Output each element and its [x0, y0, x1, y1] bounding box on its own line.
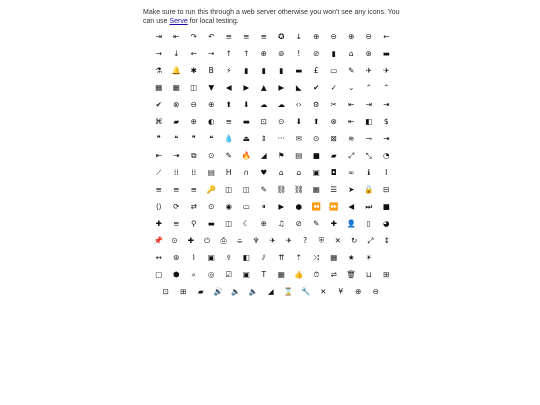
glyph-icon: 🔔: [171, 65, 181, 75]
icon-row: [150, 45, 395, 62]
glyph-icon: ⚲: [191, 218, 197, 228]
glyph-icon: ⇥: [383, 133, 390, 143]
serve-link[interactable]: Serve: [169, 18, 188, 25]
glyph-icon: 🔊: [213, 286, 223, 296]
glyph-icon: ⌯: [236, 235, 243, 245]
glyph-icon: ⊙: [208, 201, 215, 211]
glyph-icon: ✎: [225, 150, 232, 160]
glyph-icon: ⌕: [191, 269, 196, 279]
glyph-icon: ✈: [383, 65, 390, 75]
glyph-icon: ▬: [382, 48, 390, 58]
glyph-icon: ⚗: [155, 65, 163, 75]
intro-line-1: Make sure to run this through a web server otherwise you won't see any icons. You: [143, 9, 400, 16]
glyph-icon: ≡: [173, 184, 180, 194]
glyph-icon: ✱: [190, 65, 197, 75]
icon-row: [150, 198, 395, 215]
glyph-icon: ↑: [243, 48, 250, 58]
glyph-icon: ◫: [242, 184, 250, 194]
glyph-icon: ‹›: [295, 99, 302, 109]
glyph-icon: ≡: [225, 116, 232, 126]
glyph-icon: ⟋: [156, 167, 162, 177]
glyph-icon: ●: [295, 201, 303, 211]
glyph-icon: ⊡: [260, 116, 267, 126]
glyph-icon: ⎙: [220, 235, 227, 245]
glyph-icon: ✔: [313, 82, 320, 92]
glyph-icon: ↶: [208, 31, 215, 41]
glyph-icon: ❝: [209, 133, 214, 143]
glyph-icon: B: [208, 65, 214, 75]
glyph-icon: ▮: [261, 65, 266, 75]
glyph-icon: ⌂: [278, 167, 284, 177]
glyph-icon: ⊘: [295, 218, 302, 228]
icon-row: [150, 147, 395, 164]
glyph-icon: ❝: [174, 133, 179, 143]
glyph-icon: ✉: [295, 133, 302, 143]
glyph-icon: ✓: [330, 82, 337, 92]
glyph-icon: ⚙: [312, 99, 320, 109]
glyph-icon: ▤: [207, 167, 215, 177]
glyph-icon: ☑: [225, 269, 233, 279]
glyph-icon: ⊛: [173, 252, 180, 262]
glyph-icon: ▭: [242, 201, 250, 211]
glyph-icon: ⊙: [278, 116, 285, 126]
glyph-icon: ?: [303, 235, 308, 245]
glyph-icon: ⊡: [162, 286, 169, 296]
glyph-icon: ▮: [279, 65, 284, 75]
glyph-icon: →: [155, 48, 162, 58]
glyph-icon: ←: [383, 31, 390, 41]
glyph-icon: ↑: [225, 48, 232, 58]
intro-text: [143, 8, 403, 26]
glyph-icon: 📌: [153, 235, 163, 245]
glyph-icon: ←: [190, 48, 197, 58]
glyph-icon: ◀: [348, 201, 355, 211]
glyph-icon: ✚: [155, 218, 162, 228]
glyph-icon: →: [208, 48, 215, 58]
glyph-icon: ▬: [295, 65, 303, 75]
glyph-icon: ◢: [260, 150, 267, 160]
icon-row: [150, 79, 395, 96]
glyph-icon: ⊸: [365, 133, 372, 143]
icon-row: [150, 266, 395, 283]
glyph-icon: 👍: [294, 269, 304, 279]
glyph-icon: ◢: [267, 286, 274, 296]
glyph-icon: ▲: [260, 82, 267, 92]
glyph-icon: 🔧: [301, 286, 311, 296]
glyph-icon: ⊕: [313, 31, 320, 41]
glyph-icon: ◧: [365, 116, 373, 126]
glyph-icon: ✪: [278, 31, 285, 41]
glyph-icon: ⏻: [204, 235, 211, 245]
glyph-icon: ☰: [330, 184, 338, 194]
glyph-icon: ▣: [242, 269, 250, 279]
glyph-icon: ⊟: [383, 184, 390, 194]
glyph-icon: ⤢: [367, 235, 374, 245]
glyph-icon: ❞: [156, 133, 161, 143]
glyph-icon: ⟨⟩: [155, 201, 162, 211]
glyph-icon: ⇌: [330, 269, 337, 279]
glyph-icon: ⌛: [283, 286, 293, 296]
glyph-icon: ▦: [155, 82, 163, 92]
glyph-icon: ➤: [348, 184, 355, 194]
glyph-icon: ✕: [334, 235, 341, 245]
glyph-icon: ⧉: [191, 150, 197, 160]
glyph-icon: ◉: [225, 201, 233, 211]
glyph-icon: ▦: [330, 252, 338, 262]
glyph-icon: ↻: [350, 235, 358, 245]
glyph-icon: ⊘: [313, 48, 320, 58]
glyph-icon: ▮: [244, 65, 249, 75]
glyph-icon: ⊕: [190, 116, 197, 126]
glyph-icon: ⊛: [365, 48, 372, 58]
glyph-icon: ≡: [225, 31, 232, 41]
glyph-icon: ▶: [278, 201, 285, 211]
glyph-icon: 🗑: [346, 269, 357, 279]
glyph-icon: ⊖: [372, 286, 379, 296]
glyph-icon: ▬: [207, 218, 215, 228]
glyph-icon: ⛓: [276, 184, 287, 194]
icon-row: [150, 62, 395, 79]
glyph-icon: ▣: [207, 252, 215, 262]
glyph-icon: ⊕: [208, 99, 215, 109]
glyph-icon: ♥: [260, 167, 268, 177]
glyph-icon: ▶: [278, 82, 285, 92]
glyph-icon: ⊕: [348, 31, 355, 41]
glyph-icon: ⬆: [313, 116, 320, 126]
glyph-icon: T: [261, 269, 267, 279]
glyph-icon: ⊠: [330, 133, 337, 143]
glyph-icon: ✚: [330, 218, 337, 228]
glyph-icon: ✎: [313, 218, 320, 228]
glyph-icon: ⏩: [329, 201, 339, 211]
icon-row: [150, 113, 395, 130]
glyph-icon: ▦: [312, 184, 320, 194]
glyph-icon: ▣: [312, 167, 320, 177]
glyph-icon: ⇥: [155, 31, 162, 41]
icon-row: [150, 130, 395, 147]
glyph-icon: ▰: [197, 286, 204, 296]
glyph-icon: ⌂: [348, 48, 354, 58]
glyph-icon: 🔒: [364, 184, 374, 194]
glyph-icon: 🔑: [206, 184, 216, 194]
glyph-icon: ⊕: [260, 48, 267, 58]
glyph-icon: ⊞: [383, 269, 390, 279]
glyph-icon: ✎: [348, 65, 355, 75]
intro-suffix: for local testing.: [187, 18, 239, 25]
glyph-icon: ⁞⁞: [173, 167, 179, 177]
glyph-icon: ☀: [365, 252, 373, 262]
glyph-icon: ▭: [330, 65, 338, 75]
icon-row: [150, 164, 395, 181]
glyph-icon: ⬇: [295, 116, 302, 126]
glyph-icon: ◫: [190, 82, 198, 92]
icon-row: [150, 232, 395, 249]
glyph-icon: £: [313, 65, 319, 75]
glyph-icon: ⇥: [365, 99, 372, 109]
glyph-icon: 👤: [346, 218, 356, 228]
glyph-icon: 🔥: [241, 150, 251, 160]
glyph-icon: ⌂: [296, 167, 302, 177]
glyph-icon: ⊗: [173, 99, 180, 109]
glyph-icon: ⇤: [348, 99, 355, 109]
glyph-icon: ▮: [331, 48, 336, 58]
glyph-icon: ⇪: [225, 252, 232, 262]
icon-row: [150, 249, 395, 266]
glyph-icon: ⇥: [173, 150, 180, 160]
glyph-icon: ■: [312, 150, 320, 160]
glyph-icon: ⏱: [313, 269, 320, 279]
glyph-icon: ≡: [173, 218, 180, 228]
glyph-icon: ⊖: [190, 99, 197, 109]
glyph-icon: ℹ: [367, 167, 371, 177]
glyph-icon: ⊞: [180, 286, 187, 296]
glyph-icon: ⛓: [293, 184, 304, 194]
glyph-icon: ⌘: [155, 116, 163, 126]
glyph-icon: ▦: [277, 269, 285, 279]
glyph-icon: ⬢: [172, 269, 180, 279]
icon-grid: [150, 28, 395, 300]
glyph-icon: ⌄: [348, 82, 355, 92]
glyph-icon: ✂: [330, 99, 337, 109]
glyph-icon: H: [225, 167, 232, 177]
glyph-icon: ▬: [242, 116, 250, 126]
glyph-icon: ▶: [243, 82, 250, 92]
glyph-icon: ✈: [365, 65, 372, 75]
glyph-icon: ↔: [155, 252, 162, 262]
glyph-icon: ✎: [260, 184, 267, 194]
glyph-icon: ✚: [187, 235, 194, 245]
glyph-icon: ◫: [225, 218, 233, 228]
glyph-icon: ⛨: [318, 235, 325, 245]
glyph-icon: ✕: [320, 286, 327, 296]
glyph-icon: ⤨: [313, 252, 320, 262]
glyph-icon: ⇥: [383, 99, 390, 109]
glyph-icon: ⫽: [262, 252, 266, 262]
glyph-icon: ⇤: [173, 31, 180, 41]
glyph-icon: ⊙: [171, 235, 178, 245]
glyph-icon: ⌃: [383, 82, 390, 92]
glyph-icon: ▼: [208, 82, 215, 92]
glyph-icon: ∩: [243, 167, 249, 177]
glyph-icon: ≡: [260, 31, 267, 41]
glyph-icon: ⊙: [313, 133, 320, 143]
glyph-icon: ∞: [348, 167, 355, 177]
glyph-icon: ⇈: [278, 252, 285, 262]
glyph-icon: ↕: [383, 235, 390, 245]
glyph-icon: I: [385, 167, 388, 177]
glyph-icon: ↓: [173, 48, 180, 58]
glyph-icon: ⌃: [365, 82, 372, 92]
glyph-icon: ⇤: [155, 150, 162, 160]
glyph-icon: ▢: [155, 269, 163, 279]
glyph-icon: ≡: [243, 31, 250, 41]
glyph-icon: ◎: [207, 269, 215, 279]
icon-row: [150, 96, 395, 113]
icon-row: [150, 181, 395, 198]
glyph-icon: ⊖: [365, 31, 372, 41]
glyph-icon: ☁: [260, 99, 268, 109]
glyph-icon: ☁: [277, 99, 285, 109]
glyph-icon: !: [297, 48, 301, 58]
glyph-icon: ⇕: [260, 133, 267, 143]
glyph-icon: ↷: [190, 31, 197, 41]
glyph-icon: ◀: [225, 82, 232, 92]
glyph-icon: ▦: [172, 82, 180, 92]
glyph-icon: ▰: [173, 116, 180, 126]
glyph-icon: ✈: [269, 235, 276, 245]
glyph-icon: ◫: [225, 184, 233, 194]
glyph-icon: ⊕: [355, 286, 362, 296]
glyph-icon: ★: [347, 252, 355, 262]
icon-row: [150, 283, 395, 300]
glyph-icon: ⤢: [348, 150, 355, 160]
intro-prefix: can use: [143, 18, 170, 25]
glyph-icon: ⊚: [278, 48, 285, 58]
glyph-icon: ⇤: [348, 116, 355, 126]
glyph-icon: ¥: [338, 286, 344, 296]
glyph-icon: ■: [382, 201, 390, 211]
glyph-icon: ♆: [252, 235, 260, 245]
glyph-icon: ◔: [382, 150, 390, 160]
glyph-icon: ≡: [190, 184, 197, 194]
glyph-icon: ▰: [330, 150, 337, 160]
glyph-icon: ▤: [295, 150, 303, 160]
glyph-icon: ↓: [295, 31, 302, 41]
glyph-icon: ☾: [242, 218, 250, 228]
glyph-icon: ♫: [277, 218, 285, 228]
glyph-icon: ⊔: [365, 269, 372, 279]
glyph-icon: $: [383, 116, 389, 126]
glyph-icon: ⏪: [311, 201, 321, 211]
glyph-icon: ···: [277, 133, 285, 143]
glyph-icon: ⚡: [226, 65, 232, 75]
glyph-icon: ⏸: [261, 201, 266, 211]
glyph-icon: ✔: [155, 99, 162, 109]
glyph-icon: ⌇: [191, 252, 196, 262]
glyph-icon: ⬆: [225, 99, 232, 109]
glyph-icon: ≋: [348, 133, 355, 143]
glyph-icon: ◣: [295, 82, 302, 92]
glyph-icon: ⇄: [190, 201, 197, 211]
glyph-icon: ◐: [207, 116, 215, 126]
glyph-icon: ⇡: [295, 252, 302, 262]
glyph-icon: ◧: [242, 252, 250, 262]
glyph-icon: ⚑: [277, 150, 285, 160]
glyph-icon: ⁞⁞: [191, 167, 197, 177]
glyph-icon: ✈: [285, 235, 292, 245]
glyph-icon: 🔈: [231, 286, 241, 296]
glyph-icon: ⤡: [365, 150, 372, 160]
glyph-icon: ⏭: [365, 201, 373, 211]
glyph-icon: ❞: [191, 133, 196, 143]
glyph-icon: ⬇: [243, 99, 250, 109]
glyph-icon: ≡: [155, 184, 162, 194]
icon-row: [150, 28, 395, 45]
glyph-icon: ◘: [330, 167, 337, 177]
glyph-icon: ⊗: [330, 116, 337, 126]
icon-row: [150, 215, 395, 232]
glyph-icon: ⟳: [173, 201, 180, 211]
glyph-icon: 💧: [224, 133, 234, 143]
glyph-icon: ⊙: [208, 150, 215, 160]
glyph-icon: ▯: [366, 218, 371, 228]
glyph-icon: ⏏: [242, 133, 250, 143]
glyph-icon: ⊖: [330, 31, 337, 41]
glyph-icon: ◕: [382, 218, 390, 228]
glyph-icon: ⊕: [260, 218, 267, 228]
glyph-icon: 🔈: [248, 286, 258, 296]
